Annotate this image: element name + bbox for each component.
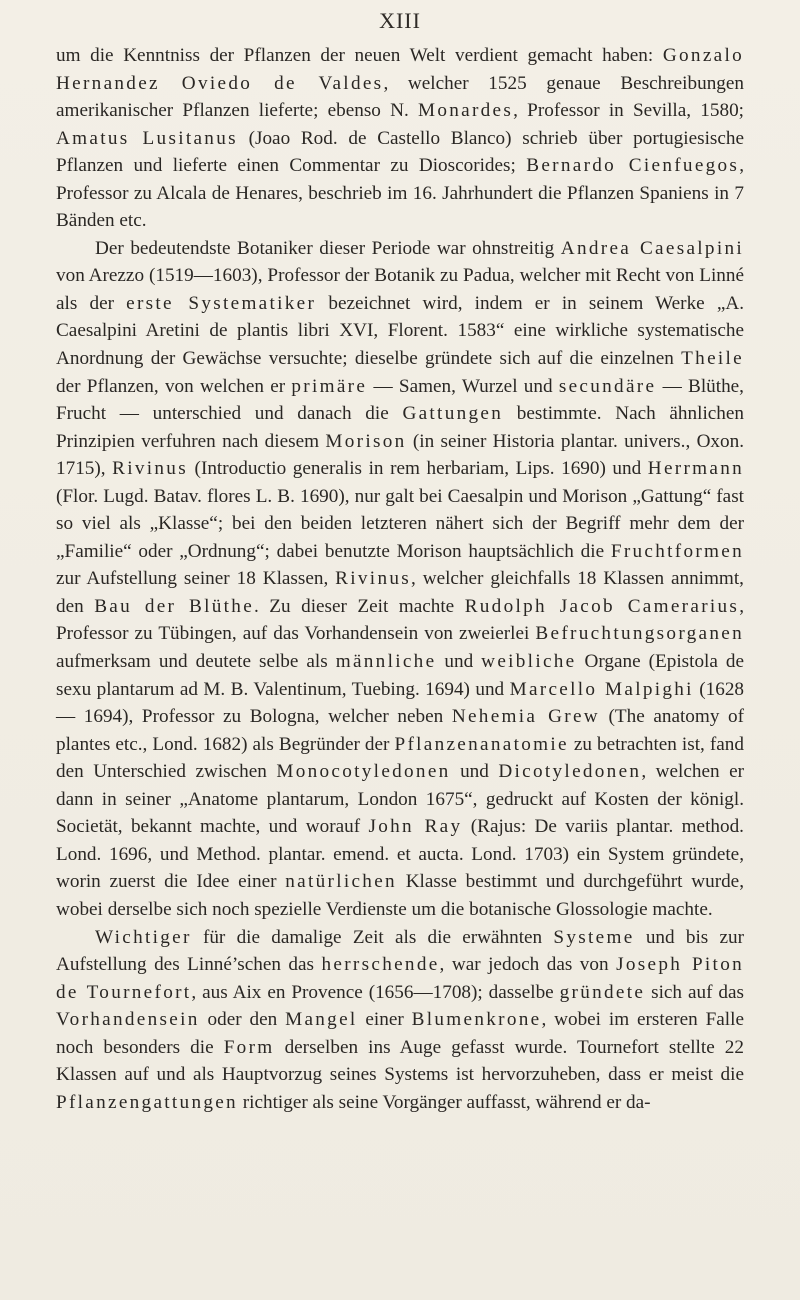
text-span: , wobei im ersteren Falle noch besonders die — [56, 1009, 744, 1058]
emphasized-text: Amatus Lusitanus — [56, 127, 238, 149]
emphasized-text: Nehemia Grew — [451, 706, 600, 728]
emphasized-text: Mangel — [285, 1009, 358, 1031]
emphasized-text: Gonzalo Hernandez Oviedo de Valdes — [56, 45, 744, 94]
emphasized-text: secundäre — [558, 375, 657, 397]
text-span: — Blüthe, Frucht — unterschied und danach die — [56, 375, 744, 425]
text-span: (Rajus: De variis plantar. method. Lond. 1696, und Method. plantar. emend. et aucta. Lond. 1703) ein System gründete, worin zuerst die Idee einer — [56, 816, 744, 893]
emphasized-text: Monocotyledonen — [276, 761, 451, 783]
text-span: . Zu dieser Zeit machte — [254, 595, 465, 617]
text-span: (Introductio generalis in rem herbariam, Lips. 1690) und — [187, 458, 648, 480]
paragraph — [56, 924, 744, 1117]
emphasized-text: Monardes — [417, 100, 514, 122]
text-span: (Flor. Lugd. Batav. flores L. B. 1690), nur galt bei Caesalpin und Morison „Gattung“ fast so viel als „Klasse“; bei den beiden letzteren nähert sich der Begriff mehr dem der „Familie“ oder „Ordnung“; dabei benutzte Morison hauptsächlich die — [56, 485, 744, 562]
text-span: , welcher 1525 genaue Beschreibungen amerikanischer Pflanzen lieferte; ebenso N. — [56, 72, 744, 122]
emphasized-text: Form — [223, 1036, 275, 1058]
text-span: bestimmte. Nach ähnlichen Prinzipien verfuhren nach diesem — [56, 403, 744, 452]
text-span: der Pflanzen, von welchen er — [56, 375, 292, 397]
text-span: (The anatomy of plantes etc., Lond. 1682) als Begründer der — [56, 706, 744, 755]
text-span: und — [436, 651, 482, 673]
text-span: , aus Aix en Provence (1656—1708); dasselbe — [191, 981, 560, 1003]
emphasized-text: Theile — [681, 348, 744, 370]
text-span: für die damalige Zeit als die erwähnten — [191, 926, 554, 948]
text-span: , Professor zu Tübingen, auf das Vorhandensein von zweierlei — [56, 595, 744, 645]
emphasized-text: Blumenkrone — [411, 1009, 542, 1031]
emphasized-text: Andrea Caesalpini — [560, 237, 744, 259]
text-span: zur Aufstellung seiner 18 Klassen, — [56, 568, 336, 590]
text-span: , Professor zu Alcala de Henares, beschrieb im 16. Jahrhundert die Pflanzen Spaniens in 7 Bänden etc. — [56, 155, 745, 232]
text-span: (in seiner Historia plantar. univers., Oxon. 1715), — [56, 430, 745, 480]
text-span: um die Kenntniss der Pflanzen der neuen Welt verdient gemacht haben: — [56, 45, 663, 66]
text-span: , welchen er dann in seiner „Anatome plantarum, London 1675“, gedruckt auf Kosten der königl. Societät, bekannt machte, und worauf — [56, 761, 744, 838]
text-span: aufmerksam und deutete selbe als — [56, 651, 336, 673]
text-span: einer — [357, 1009, 412, 1031]
emphasized-text: Befruchtungsorganen — [535, 623, 744, 645]
emphasized-text: Rudolph Jacob Camerarius — [464, 595, 740, 617]
text-span: und — [450, 761, 499, 783]
emphasized-text: Bernardo Cienfuegos — [526, 155, 740, 177]
emphasized-text: Gattungen — [402, 403, 504, 425]
emphasized-text: Pflanzenanatomie — [394, 733, 569, 755]
text-span: (1628 — 1694), Professor zu Bologna, welcher neben — [56, 678, 745, 728]
paragraph — [56, 235, 744, 924]
emphasized-text: Dicotyledonen — [498, 761, 642, 783]
text-span: oder den — [199, 1009, 286, 1031]
emphasized-text: weibliche — [481, 651, 577, 673]
text-span: richtiger als seine Vorgänger auffasst, während er da- — [237, 1091, 651, 1113]
text-span: sich auf das — [645, 981, 744, 1003]
emphasized-text: Fruchtformen — [610, 540, 744, 562]
emphasized-text: John Ray — [368, 816, 463, 838]
text-span: , war jedoch das von — [439, 954, 617, 976]
emphasized-text: Rivinus — [335, 568, 412, 590]
text-span: (Joao Rod. de Castello Blanco) schrieb über portugiesische Pflanzen und lieferte einen Commentar zu Dioscorides; — [56, 127, 744, 177]
emphasized-text: Joseph Piton de Tournefort — [56, 954, 744, 1003]
text-span: derselben ins Auge gefasst wurde. Tournefort stellte 22 Klassen auf und als Hauptvorzug seines Systems ist hervorzuheben, dass er meist die — [56, 1036, 744, 1086]
emphasized-text: Marcello Malpighi — [509, 678, 694, 700]
emphasized-text: natürlichen — [285, 871, 397, 893]
text-span: — Samen, Wurzel und — [367, 375, 559, 397]
emphasized-text: gründete — [559, 981, 646, 1003]
text-span: Klasse bestimmt und durchgeführt wurde, wobei derselbe sich noch spezielle Verdienste um die botanische Glossologie machte. — [56, 871, 744, 920]
emphasized-text: primäre — [291, 375, 368, 397]
text-span: bezeichnet wird, indem er in seinem Werke „A. Caesalpini Aretini de plantis libri XVI, Florent. 1583“ eine wirkliche systematische Anordnung der Gewächse versuchte; dieselbe gründete sich auf die einzelnen — [56, 292, 745, 370]
emphasized-text: Wichtiger — [95, 926, 192, 948]
emphasized-text: Systeme — [553, 926, 635, 948]
text-span: Organe (Epistola de sexu plantarum ad M. B. Valentinum, Tuebing. 1694) und — [56, 651, 744, 700]
emphasized-text: Herrmann — [647, 458, 745, 480]
page-number: XIII — [379, 8, 421, 33]
text-span: Der bedeutendste Botaniker dieser Periode war ohnstreitig — [95, 237, 561, 259]
text-span: zu betrachten ist, fand den Unterschied zwischen — [56, 733, 744, 783]
body-text — [56, 42, 744, 1116]
emphasized-text: männliche — [335, 651, 437, 673]
text-span: , welcher gleichfalls 18 Klassen annimmt, den — [56, 568, 744, 617]
emphasized-text: herrschende — [321, 954, 440, 976]
paragraph — [56, 42, 744, 235]
emphasized-text: Vorhandensein — [56, 1009, 200, 1031]
text-span: von Arezzo (1519—1603), Professor der Botanik zu Padua, welcher mit Recht von Linné als der — [56, 265, 744, 314]
emphasized-text: Pflanzengattungen — [56, 1091, 238, 1113]
emphasized-text: Morison — [325, 430, 407, 452]
text-span: , Professor in Sevilla, 1580; — [513, 100, 744, 122]
emphasized-text: erste Systematiker — [126, 292, 317, 314]
emphasized-text: Rivinus — [112, 458, 188, 480]
emphasized-text: Bau der Blüthe — [94, 595, 255, 617]
text-span: und bis zur Aufstellung des Linné’schen das — [56, 926, 744, 976]
